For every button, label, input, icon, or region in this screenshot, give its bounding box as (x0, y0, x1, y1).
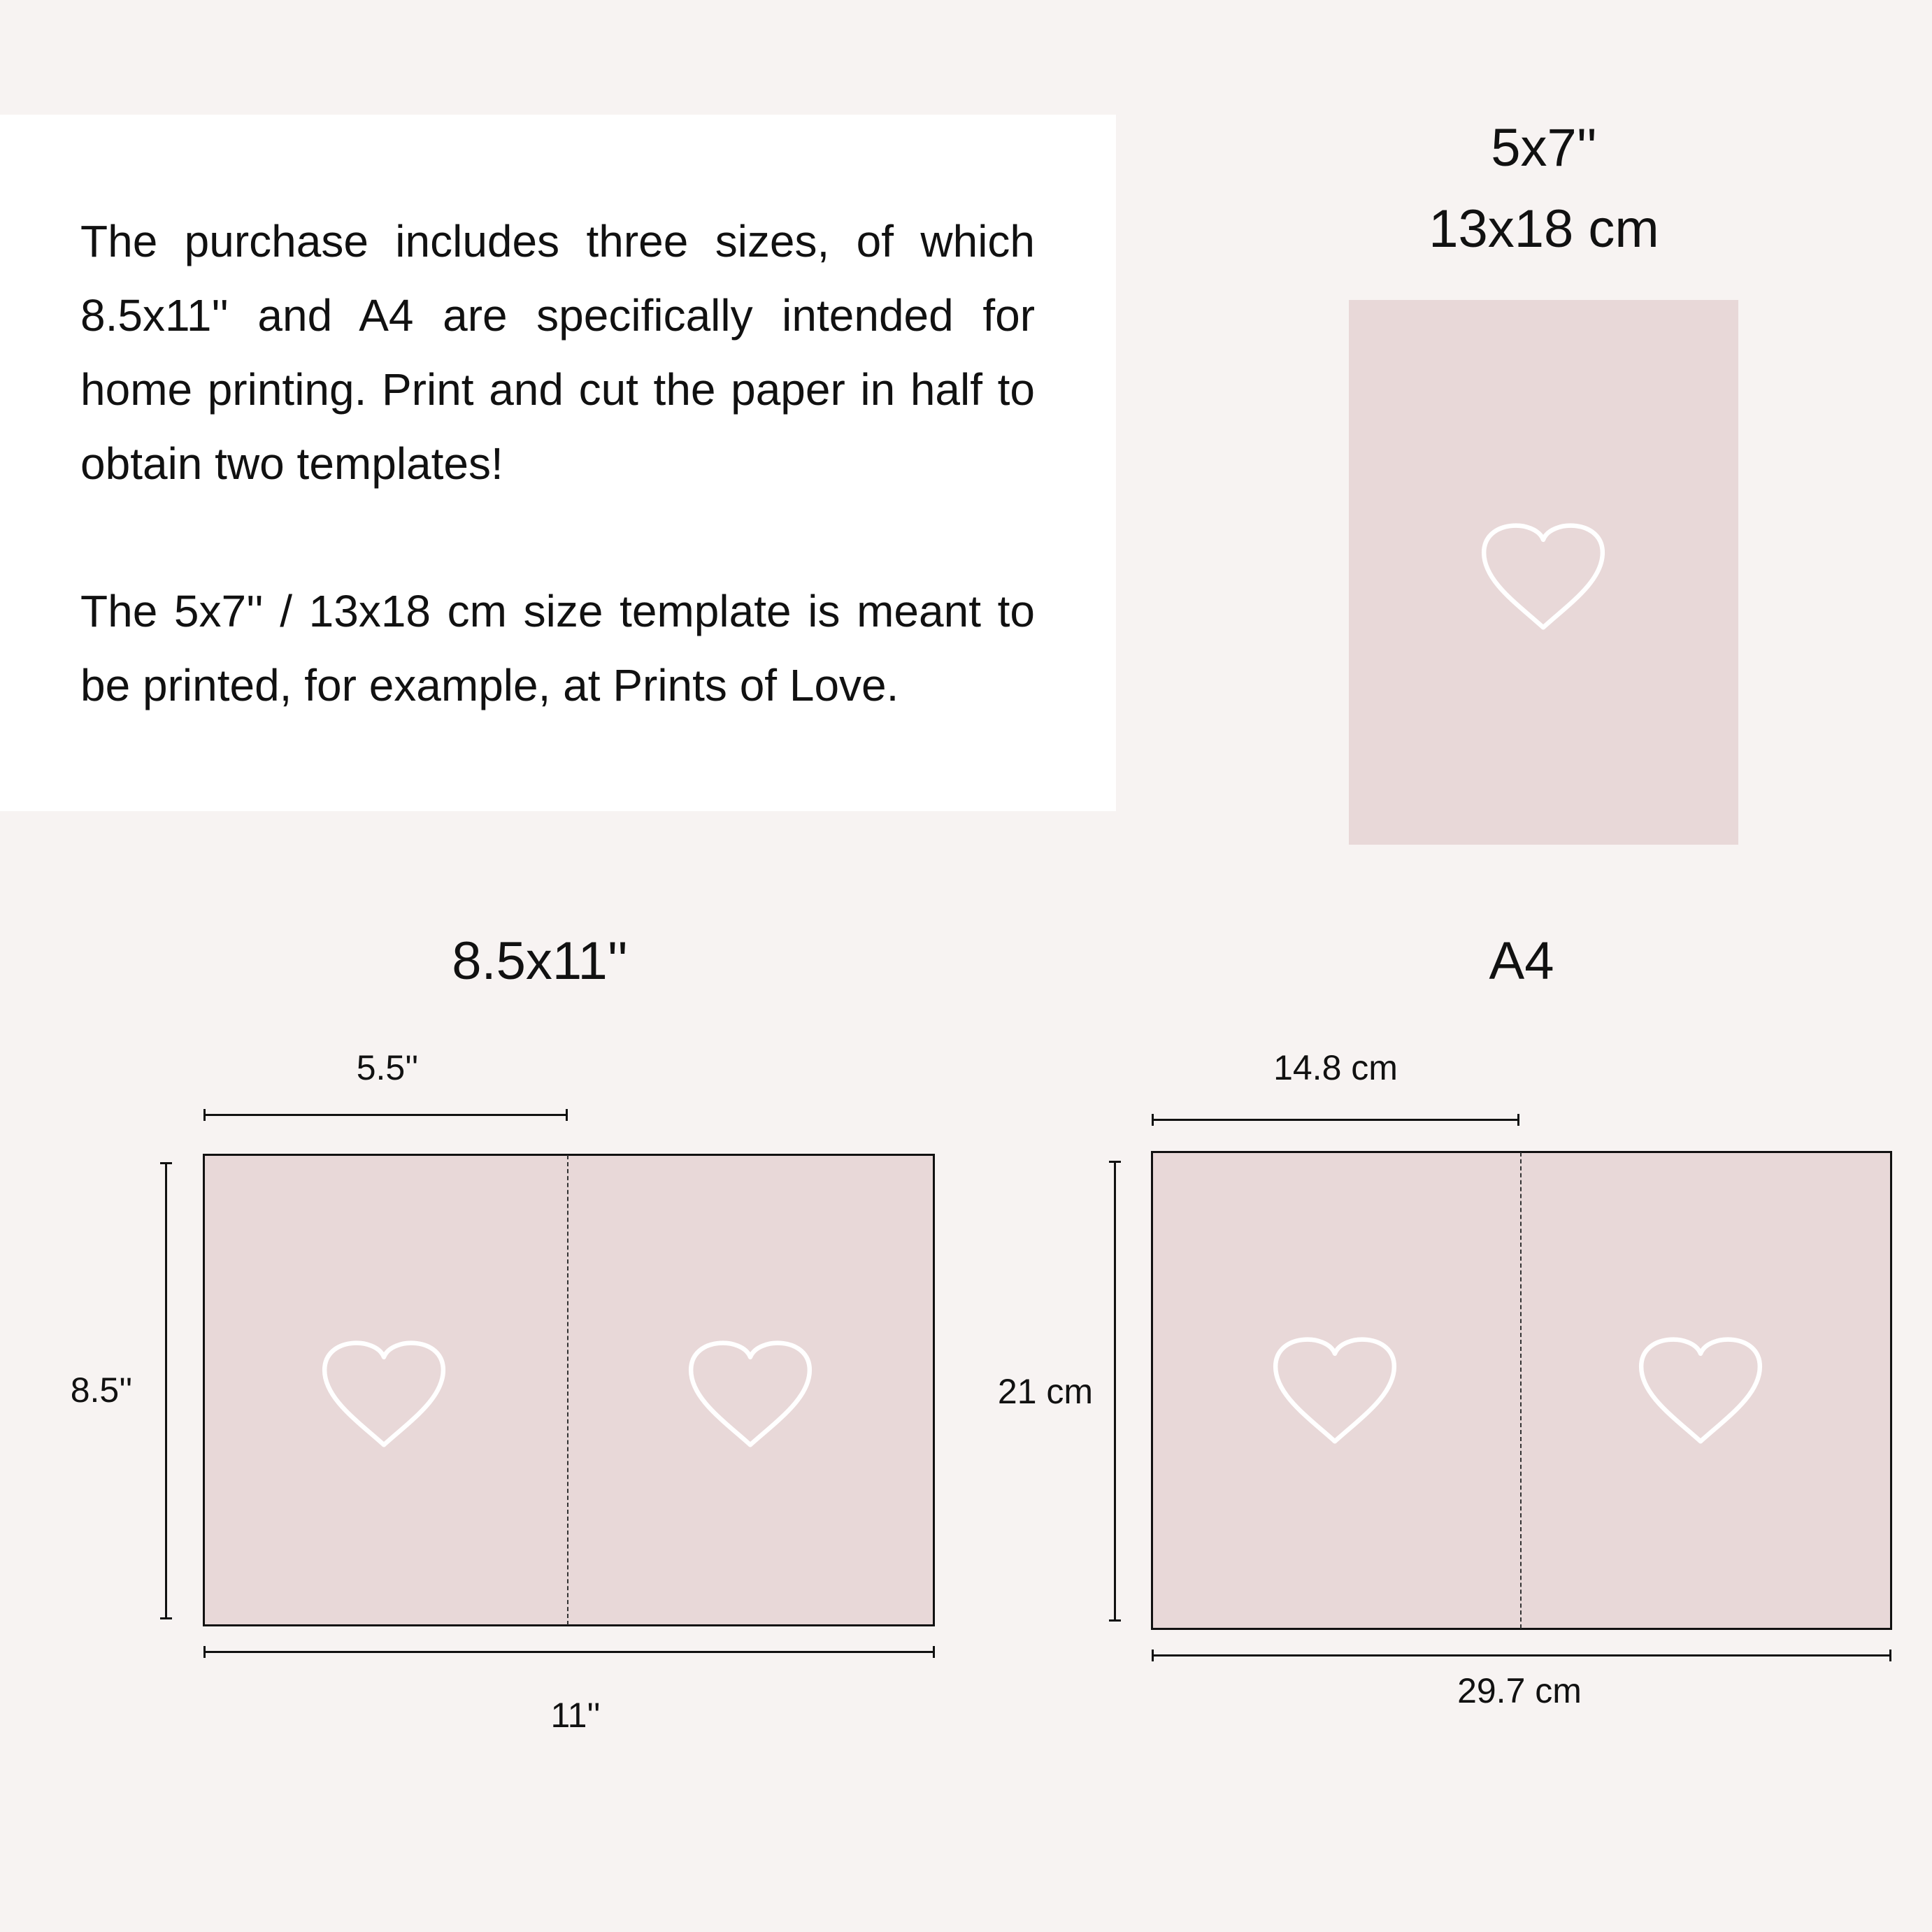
a4-width-dimension-line (1152, 1654, 1891, 1656)
a4-width-label: 29.7 cm (1457, 1671, 1582, 1710)
letter-half-width-dimension-line (203, 1114, 568, 1116)
info-paragraph-1: The purchase includes three sizes, of which 8.5x11'' and A4 are specifically intended for home printing. Print and cut the paper in half to obtain two templates! (80, 216, 1035, 489)
letter-height-label: 8.5'' (70, 1371, 133, 1410)
info-paragraph-2: The 5x7'' / 13x18 cm size template is meant to be printed, for example, at Prints of Love. (80, 586, 1035, 710)
info-box (0, 115, 1116, 811)
heart-icon (1636, 1328, 1766, 1444)
heart-icon (1270, 1328, 1400, 1444)
heart-icon (1478, 514, 1608, 630)
a4-title: A4 (1489, 931, 1554, 991)
size-5x7-title-cm: 13x18 cm (1429, 199, 1659, 259)
letter-width-dimension-line (203, 1651, 935, 1653)
a4-half-width-dimension-line (1152, 1119, 1519, 1121)
letter-sheet (203, 1154, 935, 1626)
a4-height-label: 21 cm (997, 1372, 1094, 1411)
letter-cut-line (567, 1155, 568, 1625)
letter-width-label: 11'' (550, 1696, 601, 1735)
a4-sheet (1151, 1151, 1892, 1630)
a4-cut-line (1520, 1152, 1522, 1629)
heart-icon (319, 1331, 449, 1447)
size-5x7-title-in: 5x7'' (1491, 118, 1597, 178)
heart-icon (685, 1331, 815, 1447)
a4-half-width-label: 14.8 cm (1273, 1048, 1398, 1087)
letter-half-width-label: 5.5'' (356, 1048, 419, 1087)
letter-title: 8.5x11'' (452, 931, 628, 991)
